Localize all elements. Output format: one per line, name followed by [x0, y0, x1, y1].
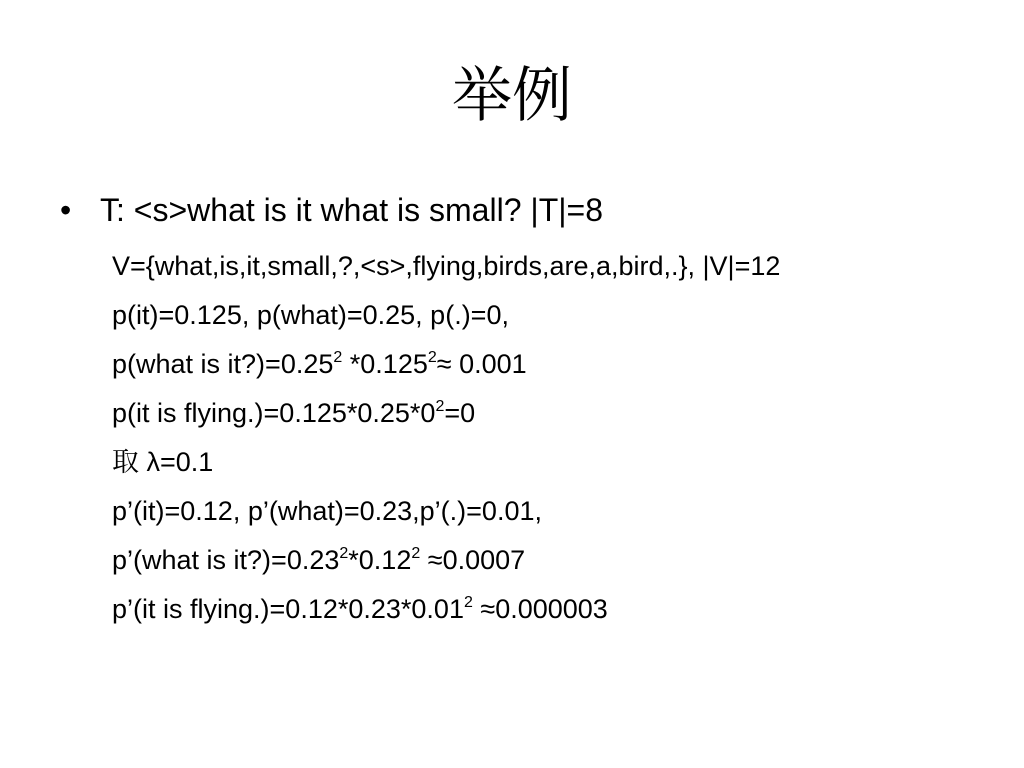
sub-item-ps-what-is-it: [112, 536, 780, 585]
ps-flying-part-2: ≈0.000003: [472, 594, 608, 624]
p-what-exponent-1: 2: [333, 349, 343, 366]
sub-item-list: [112, 242, 780, 634]
sub-item-probs: [112, 291, 780, 340]
probs-text: p(it)=0.125, p(what)=0.25, p(.)=0,: [112, 300, 509, 330]
bullet-marker: •: [60, 192, 72, 228]
ps-flying-exponent: 2: [463, 594, 473, 611]
ps-what-part-1: p’(what is it?)=0.23: [112, 545, 340, 575]
p-what-exponent-2: 2: [427, 349, 437, 366]
p-flying-exponent: 2: [435, 398, 445, 415]
smoothed-probs-text: p’(it)=0.12, p’(what)=0.23,p’(.)=0.01,: [112, 496, 542, 526]
ps-what-part-3: ≈0.0007: [420, 545, 526, 575]
sub-item-vocab: [112, 242, 780, 291]
ps-what-part-2: *0.12: [348, 545, 412, 575]
slide-title: 举例: [452, 61, 572, 131]
sub-item-ps-flying: [112, 585, 780, 634]
ps-flying-part-1: p’(it is flying.)=0.12*0.23*0.01: [112, 594, 464, 624]
p-flying-part-2: =0: [444, 398, 476, 428]
sub-item-lambda: [112, 438, 780, 487]
sub-item-p-flying: [112, 389, 780, 438]
vocab-text: V={what,is,it,small,?,<s>,flying,birds,are,a,bird,.}, |V|=12: [112, 251, 781, 281]
ps-what-exponent-1: 2: [339, 545, 349, 562]
p-what-part-2: *0.125: [342, 349, 428, 379]
lambda-prefix: 取: [112, 447, 139, 478]
ps-what-exponent-2: 2: [411, 545, 421, 562]
sub-item-p-what-is-it: [112, 340, 780, 389]
lambda-value: λ=0.1: [139, 447, 214, 477]
bullet-item-corpus: [60, 188, 603, 232]
sub-item-smoothed-probs: [112, 487, 780, 536]
corpus-text: T: <s>what is it what is small? |T|=8: [100, 192, 604, 228]
p-what-part-1: p(what is it?)=0.25: [112, 349, 334, 379]
p-flying-part-1: p(it is flying.)=0.125*0.25*0: [112, 398, 436, 428]
p-what-part-3: ≈ 0.001: [436, 349, 527, 379]
